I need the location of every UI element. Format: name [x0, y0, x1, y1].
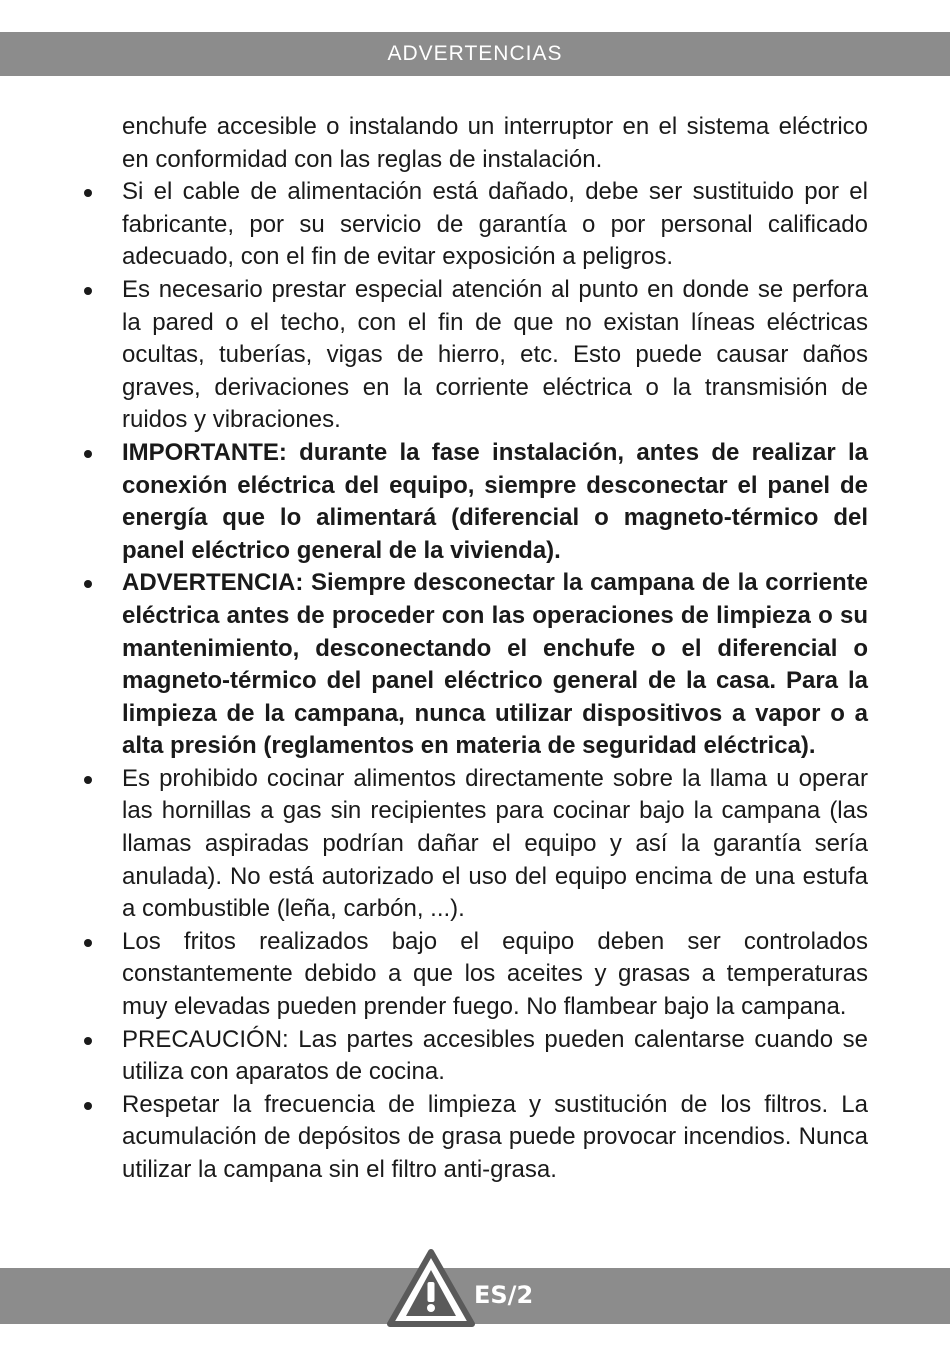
list-item — [122, 763, 868, 926]
bullet-icon — [84, 776, 92, 784]
warning-list — [122, 176, 868, 1186]
bullet-icon — [84, 287, 92, 295]
list-item — [122, 437, 868, 567]
bullet-icon — [84, 189, 92, 197]
list-item — [122, 176, 868, 274]
list-item-text: PRECAUCIÓN: Las partes accesibles pueden calentarse cuando se utiliza con aparatos de cocina. — [122, 1025, 868, 1086]
list-item-text: IMPORTANTE: durante la fase instalación, antes de realizar la conexión eléctrica del equipo, siempre desconectar el panel de energía que lo alimentará (diferencial o magneto-térmico del panel eléctrico general de la vivienda). — [122, 438, 868, 564]
bullet-icon — [84, 939, 92, 947]
list-item — [122, 1024, 868, 1089]
page-number: ES/2 — [474, 1281, 534, 1309]
bullet-icon — [84, 580, 92, 588]
list-item-text: Es necesario prestar especial atención al punto en donde se perfora la pared o el techo, con el fin de que no existan líneas eléctricas ocultas, tuberías, vigas de hierro, etc. Esto puede causar daños graves, derivaciones en la corriente eléctrica o la transmisión de ruidos y vibraciones. — [122, 275, 868, 434]
intro-paragraph: enchufe accesible o instalando un interruptor en el sistema eléctrico en conformidad con las reglas de instalación. — [122, 113, 868, 173]
list-item-text: Los fritos realizados bajo el equipo deben ser controlados constantemente debido a que los aceites y grasas a temperaturas muy elevadas pueden prender fuego. No flambear bajo la campana. — [122, 927, 868, 1021]
list-item — [122, 1089, 868, 1187]
document-body — [122, 111, 868, 1187]
list-item — [122, 274, 868, 437]
list-item-text: Respetar la frecuencia de limpieza y sustitución de los filtros. La acumulación de depósitos de grasa puede provocar incendios. Nunca utilizar la campana sin el filtro anti-grasa. — [122, 1090, 868, 1183]
bullet-icon — [84, 450, 92, 458]
list-item-text: Si el cable de alimentación está dañado, debe ser sustituido por el fabricante, por su servicio de garantía o por personal calificado adecuado, con el fin de evitar exposición a peligros. — [122, 178, 868, 271]
warning-triangle-icon — [386, 1248, 476, 1328]
page-title: ADVERTENCIAS — [387, 42, 563, 65]
list-item — [122, 567, 868, 763]
bullet-icon — [84, 1102, 92, 1110]
list-item — [122, 926, 868, 1024]
list-item-text: Es prohibido cocinar alimentos directamente sobre la llama u operar las hornillas a gas sin recipientes para cocinar bajo la campana (las llamas aspiradas podrían dañar el equipo y así la garantía sería anulada). No está autorizado el uso del equipo encima de una estufa a combustible (leña, carbón, ...). — [122, 764, 868, 923]
list-item-text: ADVERTENCIA: Siempre desconectar la campana de la corriente eléctrica antes de proceder con las operaciones de limpieza o su mantenimiento, desconectando el enchufe o el diferencial o magneto-térmico del panel eléctrico general de la casa. Para la limpieza de la campana, nunca utilizar dispositivos a vapor o a alta presión (reglamentos en materia de seguridad eléctrica). — [122, 569, 868, 760]
bullet-icon — [84, 1037, 92, 1045]
